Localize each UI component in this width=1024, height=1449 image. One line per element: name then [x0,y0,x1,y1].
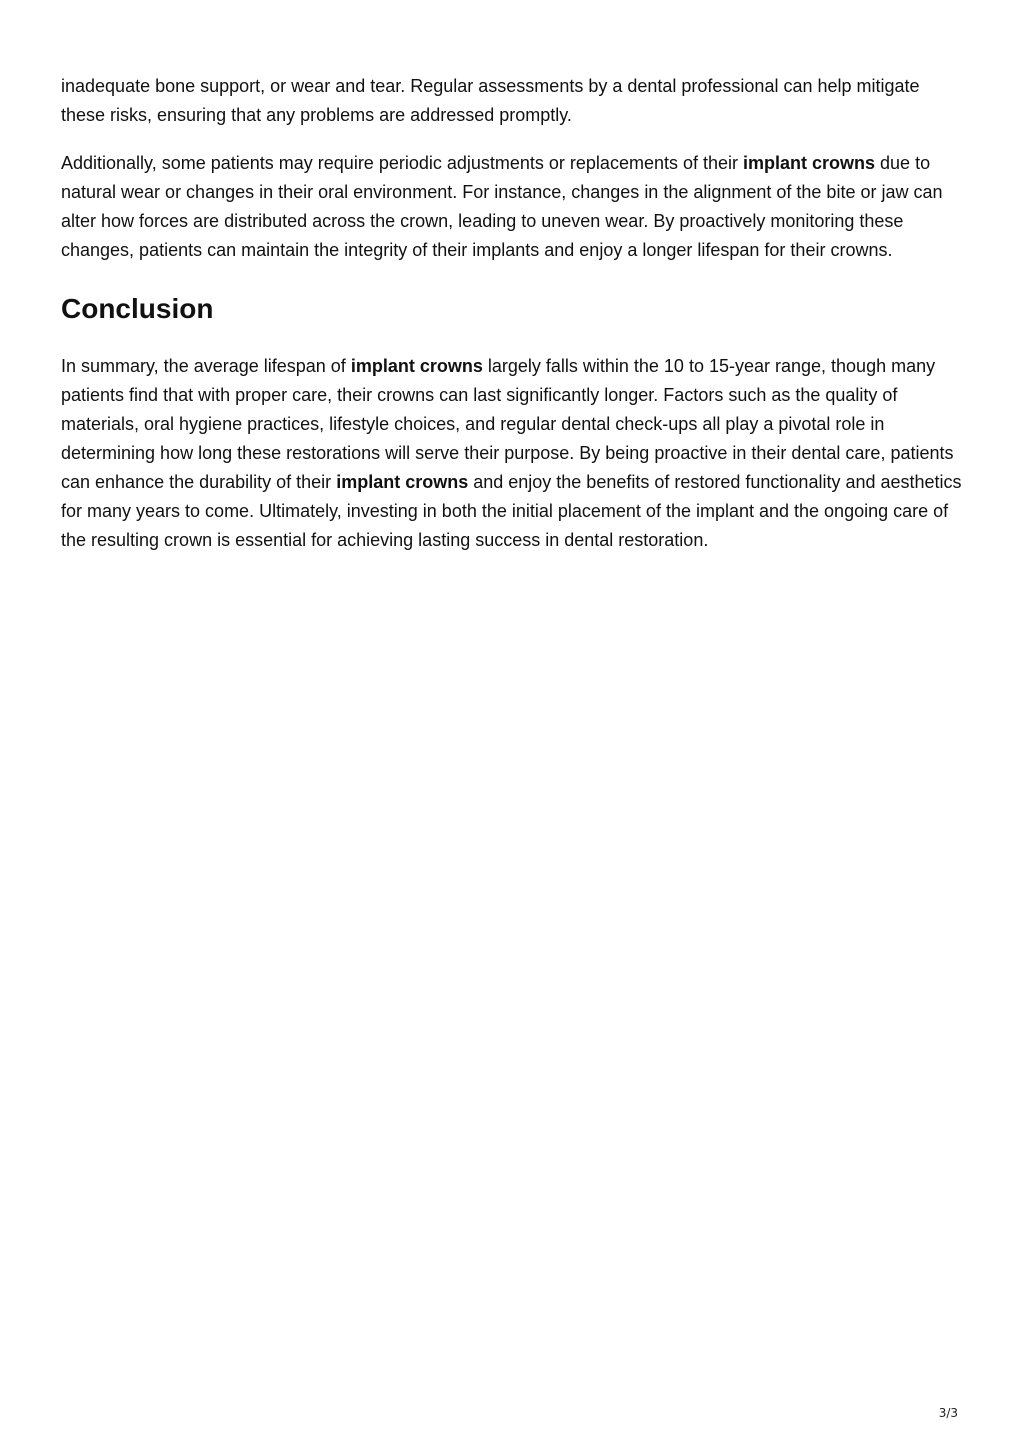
section-heading-conclusion: Conclusion [61,293,214,324]
paragraph-text: due to natural wear or changes in their oral environment. For instance, changes in the alignment of the bite or jaw can alter how forces are distributed across the crown, leading to uneven wear. By proactively monitoring these changes, patients can maintain the integrity of their implants and enjoy a longer lifespan for their crowns. [61,153,943,260]
page-number: 3/3 [938,1406,958,1420]
paragraph-text: and enjoy the benefits of restored functionality and aesthetics for many years to come. Ultimately, investing in both the initial placement of the implant and the ongoing care of the resulting crown is essential for achieving lasting success in dental restoration. [61,472,962,550]
paragraph-text: In summary, the average lifespan of [61,356,351,376]
document-body [61,72,967,555]
paragraph-bone-support: inadequate bone support, or wear and tear. Regular assessments by a dental professional can help mitigate these risks, ensuring that any problems are addressed promptly. [61,76,920,125]
paragraph-summary [61,352,967,555]
bold-keyword: implant crowns [336,472,469,492]
bold-keyword: implant crowns [743,153,876,173]
paragraph-adjustments [61,149,967,265]
bold-keyword: implant crowns [350,356,483,376]
paragraph-text: Additionally, some patients may require periodic adjustments or replacements of their [61,153,743,173]
paragraph-text: largely falls within the 10 to 15-year range, though many patients find that with proper care, their crowns can last significantly longer. Factors such as the quality of materials, oral hygiene practices, lifestyle choices, and regular dental check-ups all play a pivotal role in determining how long these restorations will serve their purpose. By being proactive in their dental care, patients can enhance the durability of their [61,356,954,492]
